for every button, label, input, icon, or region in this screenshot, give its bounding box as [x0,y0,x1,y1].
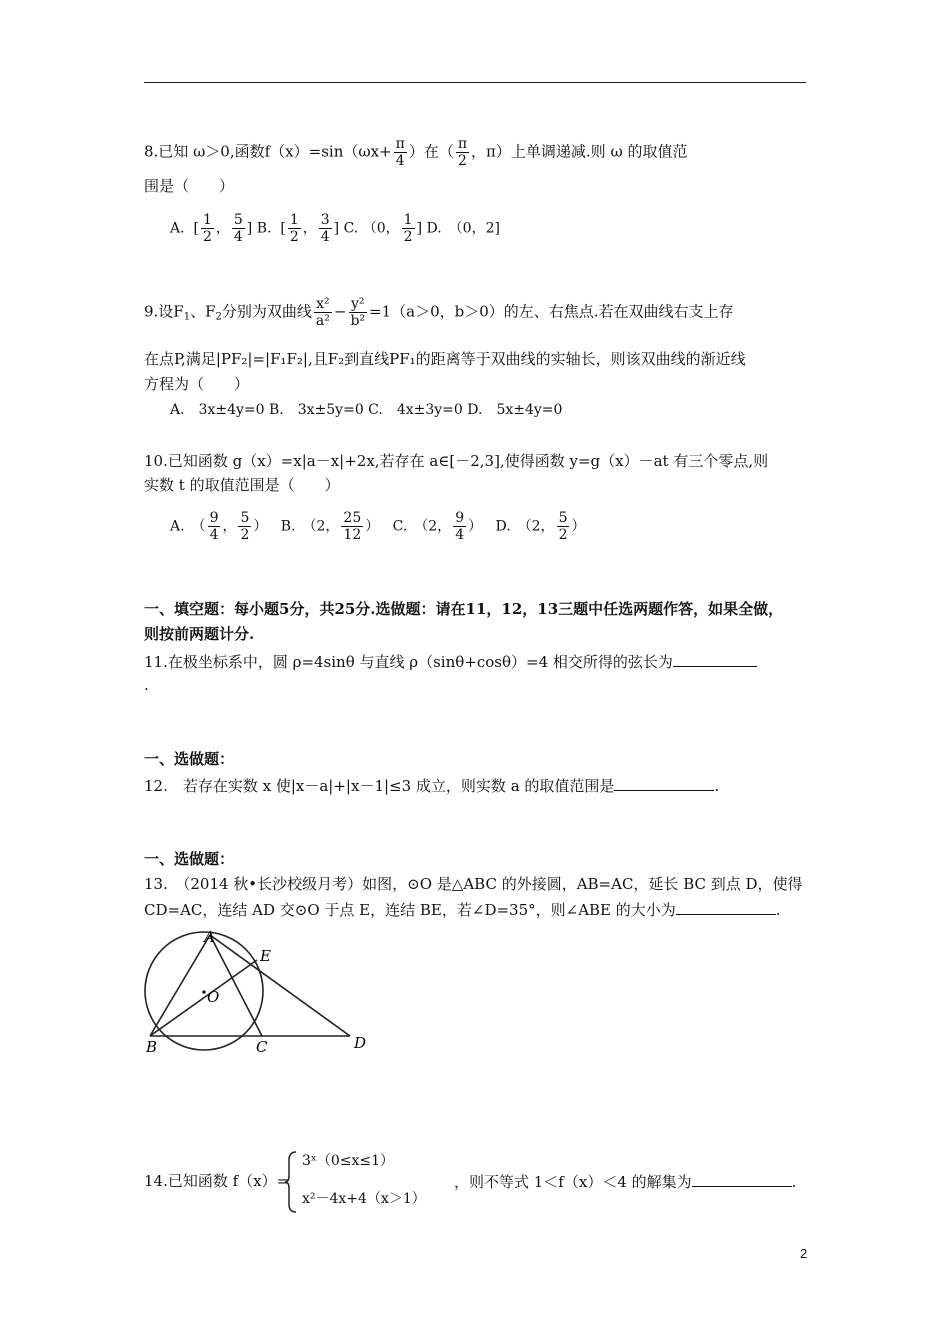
piecewise-case-2: x²－4x+4（x＞1） [302,1191,426,1207]
numerator: 5 [558,510,568,526]
question-13-line-1: 13. （2014 秋•长沙校级月考）如图，⊙O 是△ABC 的外接圆，AB=AC，延长 BC 到点 D，使得 [144,875,803,893]
numerator: 1 [403,212,413,228]
answer-blank[interactable] [692,1170,792,1187]
q13-end: . [775,901,781,919]
denominator: 2 [289,229,299,245]
subscript: 1 [183,311,191,323]
page-number: 2 [800,1246,808,1261]
opt-label: B. （2， [280,518,340,535]
fraction [341,510,363,543]
q8-text-b: ）在（ [408,142,454,161]
denominator: 2 [202,229,212,245]
denominator: 4 [233,229,243,245]
geometry-figure [140,926,380,1056]
opt-label: C. [343,220,359,237]
question-9-line-1 [144,296,734,329]
label-b: B [146,1038,158,1056]
segment-ab [150,935,210,1036]
fraction [201,212,214,245]
q14-end: . [791,1173,797,1191]
denominator: 4 [320,229,330,245]
denominator: 12 [343,527,362,543]
question-14-text-a: 14.已知函数 f（x）= [144,1172,290,1190]
opt-label: D. （2， [495,518,555,535]
q13-text: CD=AC，连结 AD 交⊙O 于点 E，连结 BE，若∠D=35°，则∠ABE 的大小为 [144,901,676,919]
denominator: 2 [457,153,467,169]
fraction [557,510,570,543]
paren: ） [253,518,268,535]
paren: ） [468,518,483,535]
q8-text-c: ，π）上单调递减.则 ω 的取值范 [471,142,688,161]
denominator: 2 [403,229,413,245]
denominator: 2 [240,527,250,543]
denominator: b² [350,313,366,329]
question-8-line-1 [144,136,687,169]
paren: ） [365,518,380,535]
denominator: 2 [558,527,568,543]
label-e: E [260,947,271,965]
section-optional-heading-2: 一、选做题： [144,850,235,868]
question-13-line-2 [144,898,781,921]
section-fill-heading-line-1: 一、填空题：每小题5分，共25分.选做题：请在11，12，13三题中任选两题作答，如果全做， [144,600,784,618]
question-9-line-3: 方程为（ ） [144,375,250,393]
segment-be [150,960,257,1036]
numerator: 1 [289,212,299,228]
q9-text-c: 分别为双曲线 [221,302,312,321]
minus-sign: − [333,302,347,321]
fraction [232,212,245,245]
question-11-line-2: . [144,676,149,694]
question-8-line-2: 围是（ ） [144,177,235,195]
label-o: O [207,988,220,1006]
numerator: 5 [233,212,243,228]
answer-blank[interactable] [614,774,714,791]
denominator: a² [315,313,330,329]
segment-ac [210,935,262,1036]
subscript: 2 [215,311,222,323]
section-fill-heading-line-2: 则按前两题计分. [144,625,255,643]
fraction [348,296,367,329]
fraction [456,136,469,169]
q14-text: ，则不等式 1＜f（x）＜4 的解集为 [454,1173,692,1191]
q9-text-d: =1（a＞0，b＞0）的左、右焦点.若在双曲线右支上存 [369,302,734,321]
numerator: 5 [240,510,250,526]
q8-text-a: 8.已知 ω＞0,函数f（x）=sin（ωx+ [144,142,392,161]
question-10-line-1: 10.已知函数 g（x）=x|a－x|+2x,若存在 a∈[－2,3],使得函数 y=g（x）－at 有三个零点,则 [144,452,769,470]
fraction [208,510,221,543]
numerator: 1 [202,212,212,228]
denominator: 4 [455,527,465,543]
opt-label: C. （2， [392,518,452,535]
question-9-options: A. 3x±4y=0 B. 3x±5y=0 C. 4x±3y=0 D. 5x±4y=0 [170,402,563,418]
fraction [319,212,332,245]
numerator: 9 [209,510,219,526]
numerator: 25 [343,510,362,526]
opt-c-prefix: （0， [362,220,400,237]
denominator: 4 [209,527,219,543]
opt-label: B. [256,220,272,237]
numerator: 9 [455,510,465,526]
opt-label: A. [170,220,185,237]
q11-text: 11.在极坐标系中，圆 ρ=4sinθ 与直线 ρ（sinθ+cosθ）=4 相交所得的弦长为 [144,653,673,671]
question-12 [144,774,719,797]
question-10-line-2: 实数 t 的取值范围是（ ） [144,476,340,494]
numerator: π [395,136,405,152]
header-rule [144,82,806,83]
question-9-line-2: 在点P,满足|PF₂|=|F₁F₂|,且F₂到直线PF₁的距离等于双曲线的实轴长，则该双曲线的渐近线 [144,350,746,368]
label-a: A [204,928,215,946]
q9-text-b: 、F [190,302,216,321]
fraction [394,136,407,169]
fraction [238,510,251,543]
q12-text: 12. 若存在实数 x 使|x－a|+|x－1|≤3 成立，则实数 a 的取值范围是 [144,777,615,795]
fraction [288,212,301,245]
q9-text-a: 9.设F [144,302,184,321]
question-8-options: A. [ $\frac{1}{2}$ ， $\frac{5}{4}$ ] B. [ $\frac{1}{2}$ ， $\frac{3}{4}$ ] C. （0， $\frac{1}{2}$ ] D. （0，2] [170,212,500,245]
opt-label: A. （ [170,518,206,535]
fraction [453,510,466,543]
opt-d: D. （0，2] [426,220,500,237]
numerator: x² [316,296,330,312]
left-brace [284,1150,298,1214]
question-14-text-b [454,1170,796,1193]
label-d: D [354,1034,367,1052]
answer-blank[interactable] [673,650,757,667]
section-optional-heading-1: 一、选做题： [144,750,235,768]
question-11-line-1 [144,650,757,673]
paren: ） [571,518,586,535]
question-10-options: A. （ $\frac{9}{4}$ ， $\frac{5}{2}$ ） B. （2， $\frac{25}{12}$ ） C. （2， $\frac{9}{4}$ ） D. （2， $\frac{5}{2}$ ） [170,510,586,543]
label-c: C [256,1038,268,1056]
answer-blank[interactable] [676,898,776,915]
q12-end: . [714,777,720,795]
numerator: 3 [320,212,330,228]
center-point [202,990,206,994]
numerator: π [457,136,468,152]
fraction [402,212,415,245]
numerator: y² [350,296,365,312]
segment-ad [210,935,350,1036]
piecewise-case-1: 3ˣ（0≤x≤1） [302,1153,395,1169]
denominator: 4 [395,153,405,169]
fraction [314,296,332,329]
